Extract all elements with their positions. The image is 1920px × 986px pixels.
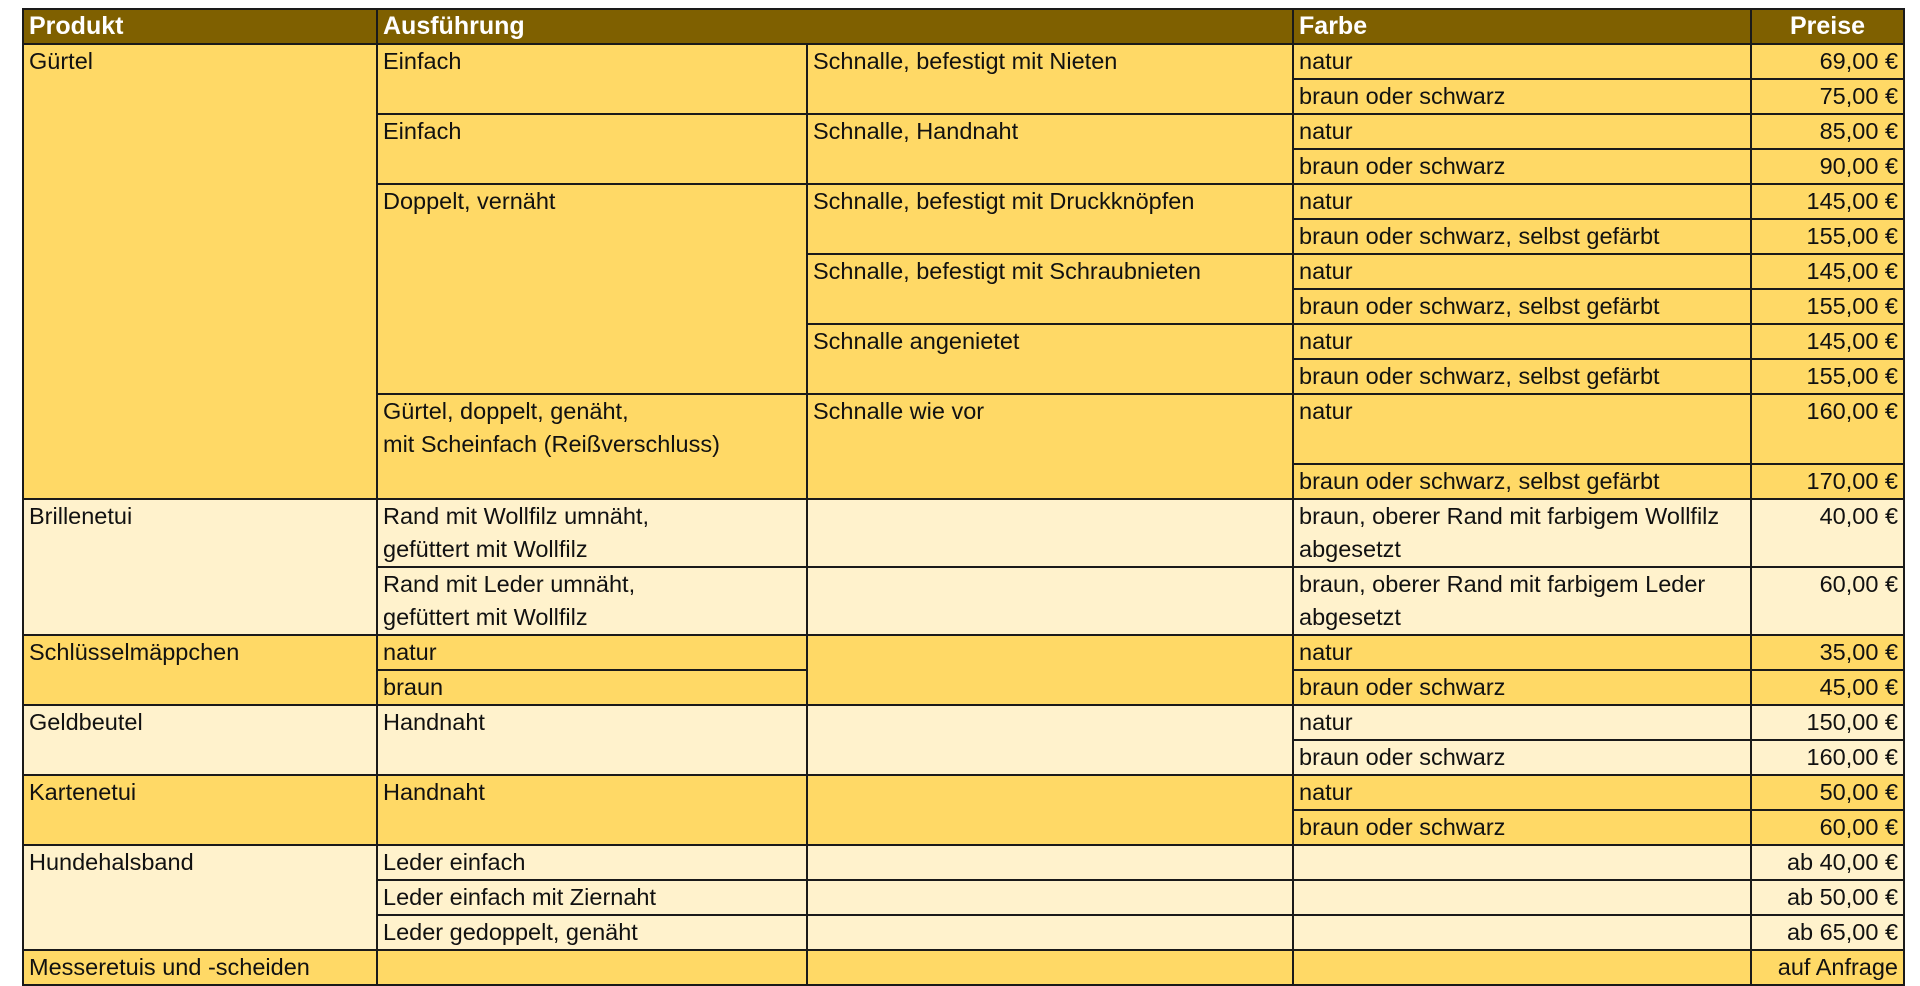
color-cell: natur xyxy=(1293,635,1751,670)
variant-cell: Handnaht xyxy=(377,705,807,775)
product-kartenetui: Kartenetui xyxy=(23,775,377,845)
price-cell: 69,00 € xyxy=(1751,44,1904,79)
detail-cell xyxy=(807,705,1293,775)
color-cell xyxy=(1293,915,1751,950)
price-cell: 155,00 € xyxy=(1751,289,1904,324)
color-cell xyxy=(1293,567,1751,635)
header-row xyxy=(23,9,1904,44)
detail-cell xyxy=(807,915,1293,950)
color-cell: natur xyxy=(1293,44,1751,79)
price-cell: 170,00 € xyxy=(1751,464,1904,499)
color-cell xyxy=(1293,499,1751,567)
price-cell: 145,00 € xyxy=(1751,184,1904,219)
variant-cell: Einfach xyxy=(377,44,807,114)
price-cell: 155,00 € xyxy=(1751,359,1904,394)
price-cell: ab 65,00 € xyxy=(1751,915,1904,950)
color-cell: braun oder schwarz xyxy=(1293,149,1751,184)
price-cell: 85,00 € xyxy=(1751,114,1904,149)
color-cell xyxy=(1293,880,1751,915)
product-hundehalsband: Hundehalsband xyxy=(23,845,377,950)
variant-cell: Handnaht xyxy=(377,775,807,845)
price-cell: 60,00 € xyxy=(1751,810,1904,845)
price-cell: ab 50,00 € xyxy=(1751,880,1904,915)
product-brillenetui: Brillenetui xyxy=(23,499,377,635)
color-cell: natur xyxy=(1293,705,1751,740)
variant-cell xyxy=(377,394,807,499)
detail-cell xyxy=(807,499,1293,567)
table-row xyxy=(23,44,1904,79)
variant-line: Rand mit Wollfilz umnäht, xyxy=(383,503,649,529)
price-cell: ab 40,00 € xyxy=(1751,845,1904,880)
color-cell: braun oder schwarz xyxy=(1293,740,1751,775)
color-cell: natur xyxy=(1293,254,1751,289)
price-cell: 40,00 € xyxy=(1751,499,1904,567)
header-ausfuehrung: Ausführung xyxy=(377,9,1293,44)
header-preise: Preise xyxy=(1751,9,1904,44)
product-geldbeutel: Geldbeutel xyxy=(23,705,377,775)
table-row xyxy=(23,705,1904,740)
detail-cell xyxy=(807,775,1293,845)
color-cell: natur xyxy=(1293,775,1751,810)
variant-cell: Leder gedoppelt, genäht xyxy=(377,915,807,950)
variant-line: gefüttert mit Wollfilz xyxy=(383,536,588,562)
price-cell: 35,00 € xyxy=(1751,635,1904,670)
table-row xyxy=(23,499,1904,567)
variant-cell: Einfach xyxy=(377,114,807,184)
color-line: braun, oberer Rand mit farbigem Leder xyxy=(1299,571,1706,597)
color-cell: natur xyxy=(1293,324,1751,359)
price-cell: 150,00 € xyxy=(1751,705,1904,740)
table-row xyxy=(23,845,1904,880)
variant-cell xyxy=(377,567,807,635)
product-messeretuis: Messeretuis und -scheiden xyxy=(23,950,377,985)
variant-cell: Leder einfach mit Ziernaht xyxy=(377,880,807,915)
price-cell: 145,00 € xyxy=(1751,254,1904,289)
color-cell: braun oder schwarz xyxy=(1293,670,1751,705)
price-cell: 160,00 € xyxy=(1751,394,1904,464)
variant-line: mit Scheinfach (Reißverschluss) xyxy=(383,431,720,457)
color-cell: natur xyxy=(1293,184,1751,219)
variant-line: gefüttert mit Wollfilz xyxy=(383,604,588,630)
detail-cell: Schnalle wie vor xyxy=(807,394,1293,499)
header-produkt: Produkt xyxy=(23,9,377,44)
color-cell: braun oder schwarz, selbst gefärbt xyxy=(1293,219,1751,254)
price-cell: 45,00 € xyxy=(1751,670,1904,705)
table-row xyxy=(23,775,1904,810)
color-cell: braun oder schwarz xyxy=(1293,79,1751,114)
product-schluesselmaeppchen: Schlüsselmäppchen xyxy=(23,635,377,705)
variant-line: Gürtel, doppelt, genäht, xyxy=(383,398,629,424)
detail-cell: Schnalle angenietet xyxy=(807,324,1293,394)
price-cell: 155,00 € xyxy=(1751,219,1904,254)
detail-cell xyxy=(807,567,1293,635)
color-cell: braun oder schwarz, selbst gefärbt xyxy=(1293,464,1751,499)
price-table xyxy=(22,8,1905,986)
price-cell: 90,00 € xyxy=(1751,149,1904,184)
variant-cell: braun xyxy=(377,670,807,705)
variant-cell: natur xyxy=(377,635,807,670)
price-cell: auf Anfrage xyxy=(1751,950,1904,985)
detail-cell: Schnalle, Handnaht xyxy=(807,114,1293,184)
variant-line: Rand mit Leder umnäht, xyxy=(383,571,636,597)
price-cell: 50,00 € xyxy=(1751,775,1904,810)
price-table-wrapper xyxy=(22,8,1905,986)
color-cell: braun oder schwarz, selbst gefärbt xyxy=(1293,359,1751,394)
color-line: braun, oberer Rand mit farbigem Wollfilz xyxy=(1299,503,1720,529)
detail-cell: Schnalle, befestigt mit Schraubnieten xyxy=(807,254,1293,324)
table-row xyxy=(23,635,1904,670)
detail-cell xyxy=(807,845,1293,880)
variant-cell: Doppelt, vernäht xyxy=(377,184,807,394)
color-line: abgesetzt xyxy=(1299,536,1401,562)
price-cell: 160,00 € xyxy=(1751,740,1904,775)
price-cell: 60,00 € xyxy=(1751,567,1904,635)
variant-cell xyxy=(377,499,807,567)
detail-cell: Schnalle, befestigt mit Nieten xyxy=(807,44,1293,114)
product-guertel: Gürtel xyxy=(23,44,377,499)
header-farbe: Farbe xyxy=(1293,9,1751,44)
color-cell: natur xyxy=(1293,394,1751,464)
variant-cell: Leder einfach xyxy=(377,845,807,880)
detail-cell xyxy=(807,635,1293,705)
color-cell: braun oder schwarz xyxy=(1293,810,1751,845)
color-cell xyxy=(1293,845,1751,880)
color-cell: natur xyxy=(1293,114,1751,149)
detail-cell xyxy=(807,880,1293,915)
color-cell: braun oder schwarz, selbst gefärbt xyxy=(1293,289,1751,324)
color-line: abgesetzt xyxy=(1299,604,1401,630)
price-cell: 75,00 € xyxy=(1751,79,1904,114)
detail-cell: Schnalle, befestigt mit Druckknöpfen xyxy=(807,184,1293,254)
price-cell: 145,00 € xyxy=(1751,324,1904,359)
